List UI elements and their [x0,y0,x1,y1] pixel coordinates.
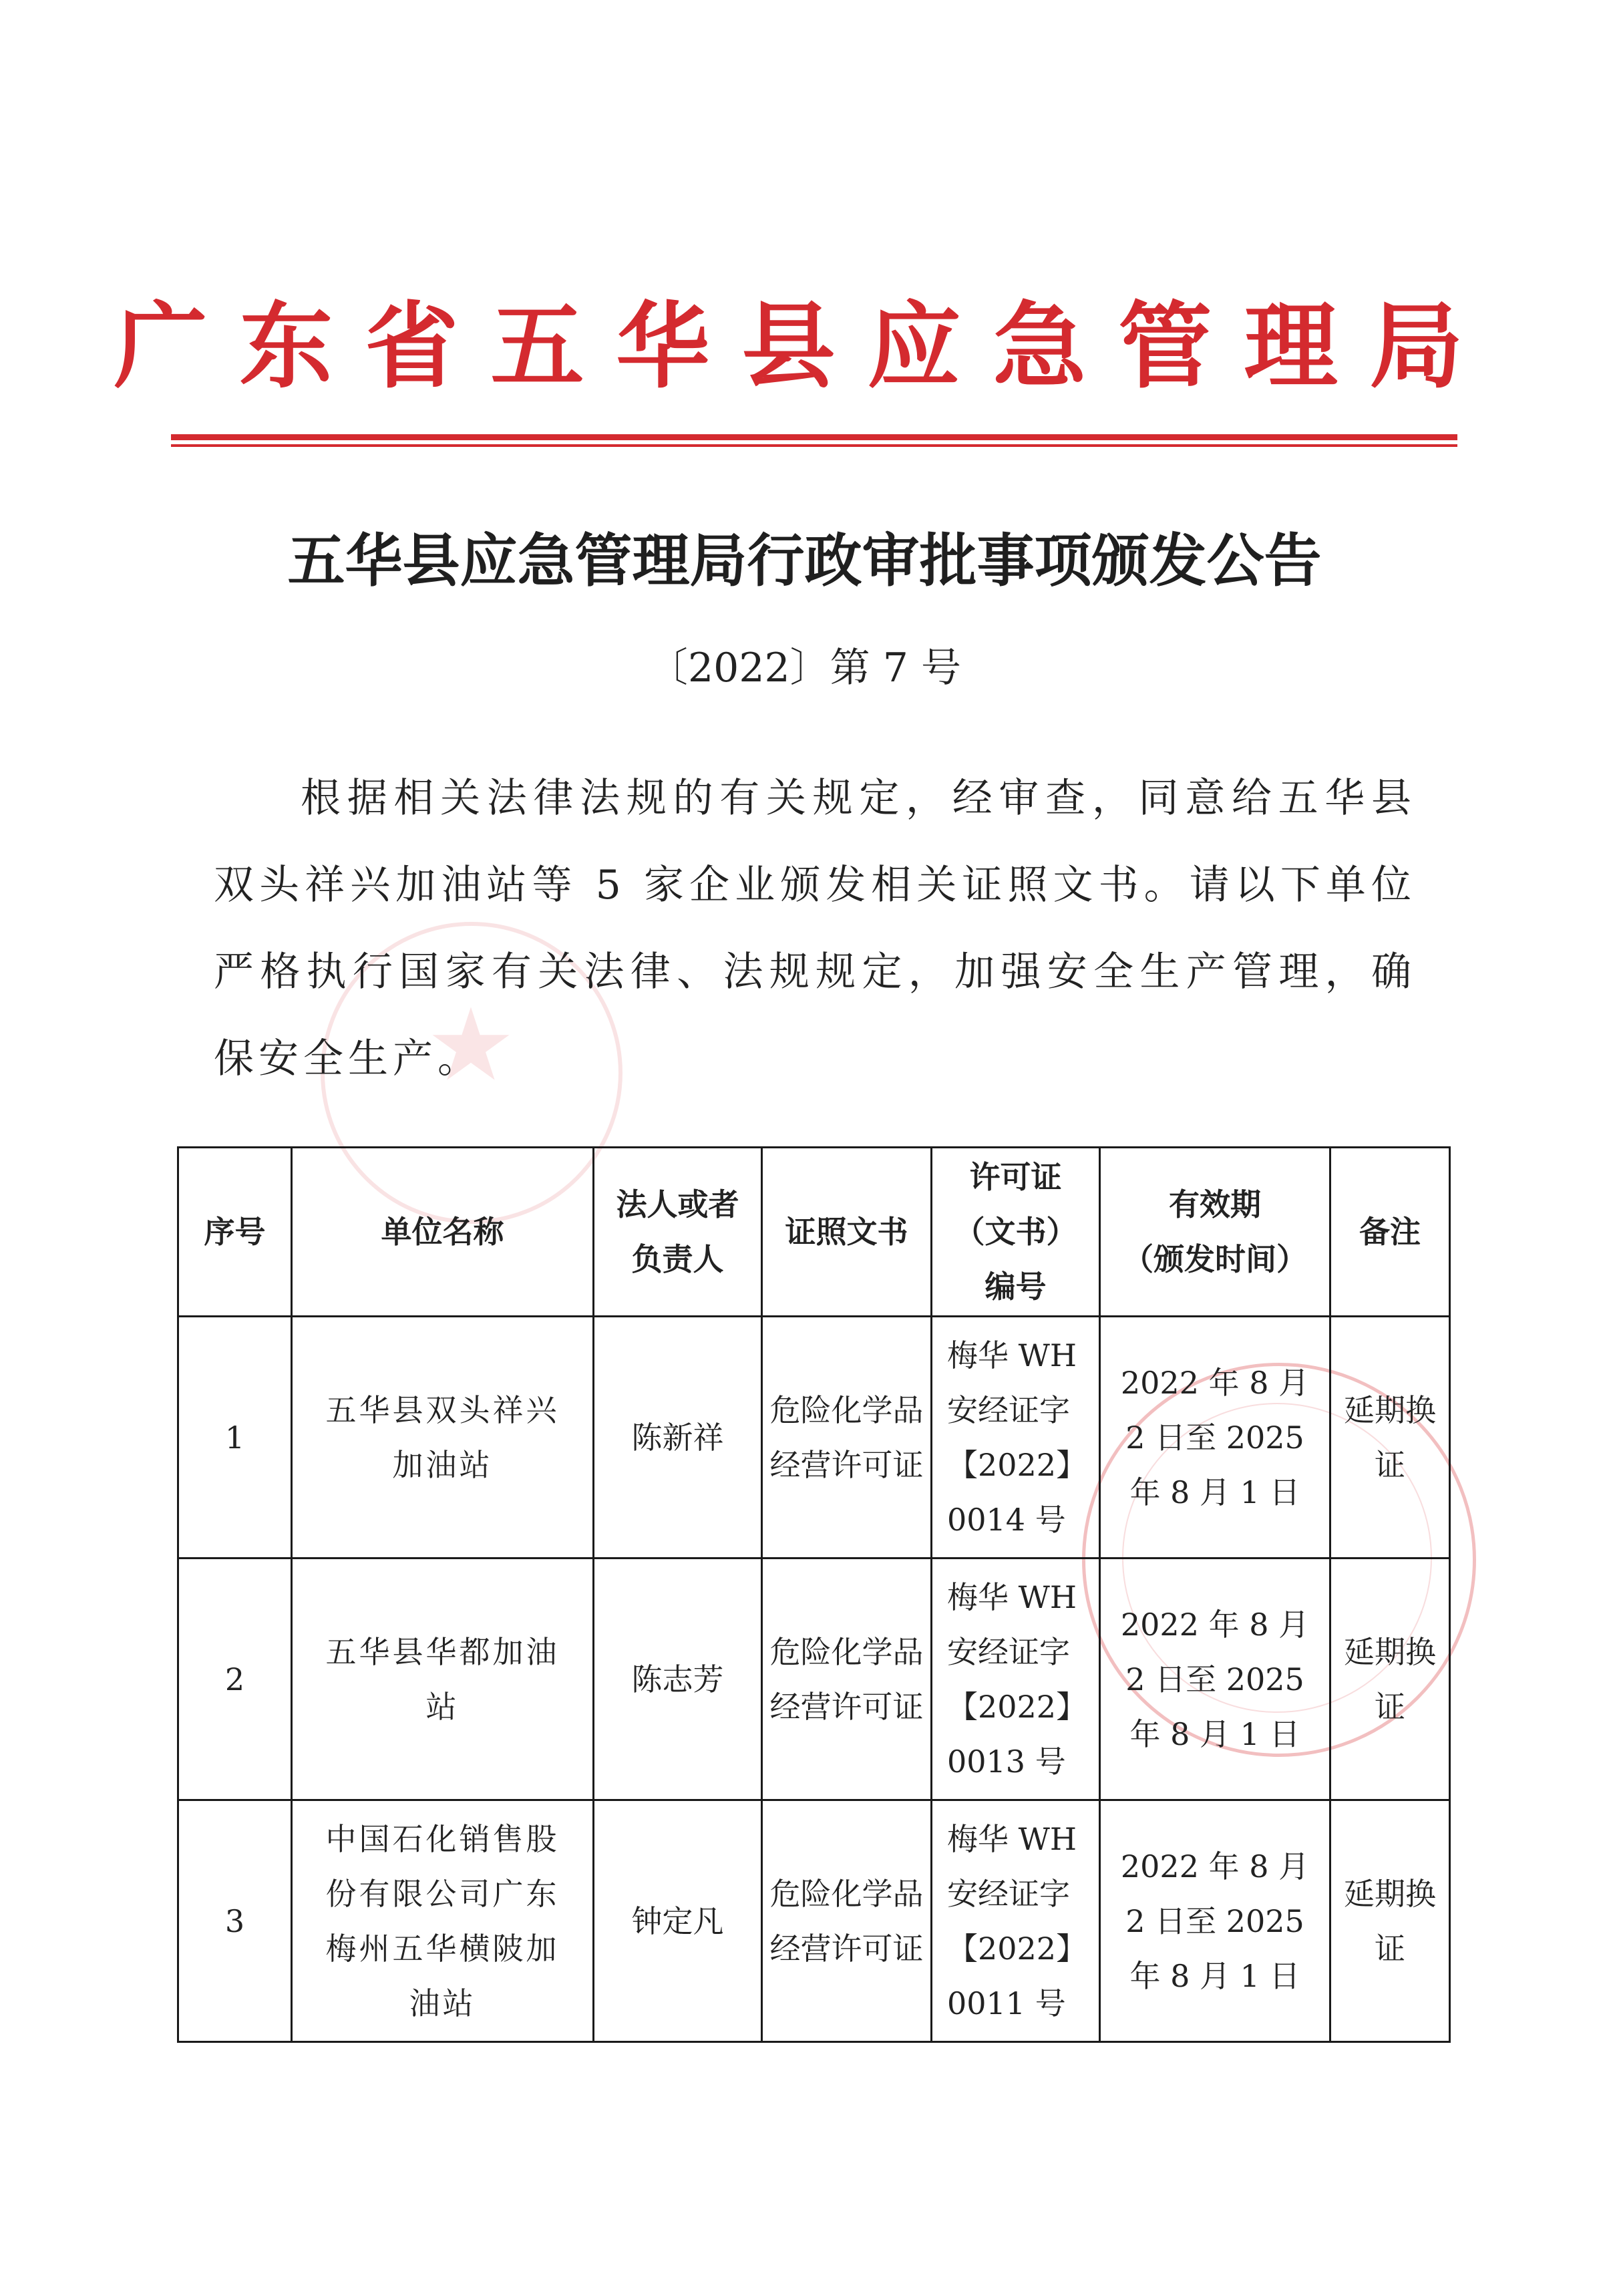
header-rule-thick [171,434,1457,440]
header-validity [1100,1148,1330,1317]
cell-license [932,1800,1100,2042]
header-rule-thin [171,444,1457,447]
cell-doc: 危险化学品经营许可证 [762,1800,932,2042]
table-row [178,1559,1450,1800]
cell-license-line3: 【2022】 [947,1930,1087,1967]
header-license-line1: 许可证 [969,1159,1062,1195]
cell-doc: 危险化学品经营许可证 [762,1559,932,1800]
cell-unit: 中国石化销售股份有限公司广东梅州五华横陂加油站 [292,1800,594,2042]
cell-license [932,1559,1100,1800]
cell-person: 陈志芳 [594,1559,762,1800]
cell-note: 延期换证 [1330,1800,1450,2042]
cell-doc: 危险化学品经营许可证 [762,1317,932,1559]
cell-license-line4: 0011 号 [947,1985,1066,2021]
cell-license-line3: 【2022】 [947,1688,1087,1725]
header-license-line2: （文书） [954,1214,1077,1250]
table-row [178,1317,1450,1559]
cell-license-line1: 梅华 WH [947,1579,1077,1615]
doc-number: 〔2022〕第 7 号 [647,645,961,691]
agency-header: 广东省五华县应急管理局 [114,293,1495,401]
cell-note: 延期换证 [1330,1559,1450,1800]
header-person-line2: 负责人 [631,1241,724,1277]
cell-person: 钟定凡 [594,1800,762,2042]
cell-seq: 2 [178,1559,292,1800]
faint-seal-star-icon: ★ [425,987,516,1104]
cell-validity: 2022 年 8 月 2 日至 2025 年 8 月 1 日 [1100,1317,1330,1559]
header-seq: 序号 [178,1148,292,1317]
header-person [594,1148,762,1317]
header-license-line3: 编号 [985,1269,1047,1305]
cell-license-line4: 0013 号 [947,1743,1066,1780]
notice-body: 根据相关法律法规的有关规定，经审查，同意给五华县双头祥兴加油站等 5 家企业颁发相关证照文书。请以下单位严格执行国家有关法律、法规规定，加强安全生产管理，确保安全生产。 [214,775,1416,1082]
cell-license-line4: 0014 号 [947,1501,1066,1538]
header-note: 备注 [1330,1148,1450,1317]
cell-license-line2: 安经证字 [947,1875,1070,1912]
cell-seq: 3 [178,1800,292,2042]
header-person-line1: 法人或者 [616,1186,739,1222]
cell-license-line1: 梅华 WH [947,1337,1077,1373]
header-validity-line2: （颁发时间） [1123,1241,1307,1277]
cell-unit: 五华县双头祥兴加油站 [292,1317,594,1559]
cell-license [932,1317,1100,1559]
header-doc: 证照文书 [762,1148,932,1317]
table-row [178,1800,1450,2042]
cell-person: 陈新祥 [594,1317,762,1559]
header-license [932,1148,1100,1317]
cell-seq: 1 [178,1317,292,1559]
cell-license-line2: 安经证字 [947,1391,1070,1428]
cell-license-line1: 梅华 WH [947,1820,1077,1857]
license-table [177,1146,1451,2043]
cell-unit: 五华县华都加油站 [292,1559,594,1800]
table-header-row [178,1148,1450,1317]
cell-license-line2: 安经证字 [947,1633,1070,1670]
cell-license-line3: 【2022】 [947,1446,1087,1483]
header-validity-line1: 有效期 [1169,1186,1261,1222]
cell-validity: 2022 年 8 月 2 日至 2025 年 8 月 1 日 [1100,1559,1330,1800]
notice-title: 五华县应急管理局行政审批事项颁发公告 [287,528,1322,595]
cell-validity: 2022 年 8 月 2 日至 2025 年 8 月 1 日 [1100,1800,1330,2042]
header-unit: 单位名称 [292,1148,594,1317]
cell-note: 延期换证 [1330,1317,1450,1559]
